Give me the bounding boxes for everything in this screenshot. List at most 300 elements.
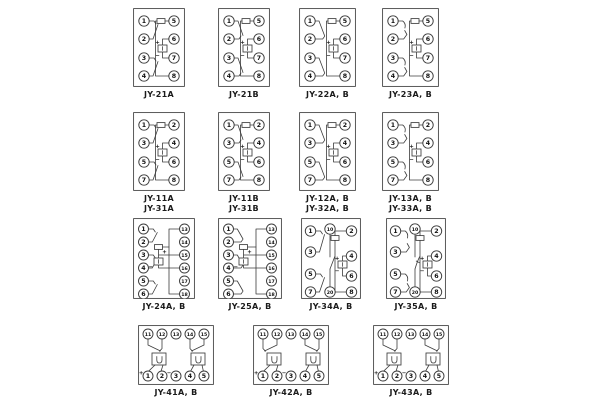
svg-text:18: 18 [268,293,275,299]
terminal-5 [169,16,179,26]
terminal-5 [254,16,264,26]
resistor-icon [242,123,250,128]
polarity-sign: + [138,370,144,377]
svg-text:6: 6 [171,159,177,167]
terminal-2 [392,371,402,381]
diagram-label: JY-11A [143,194,175,203]
svg-text:5: 5 [307,159,313,167]
terminal-2 [157,371,167,381]
polarity-sign: + [326,40,331,46]
polarity-sign: + [409,40,414,46]
polarity-sign: − [326,156,331,163]
svg-text:2: 2 [394,373,400,381]
svg-text:7: 7 [342,55,348,63]
svg-text:15: 15 [200,333,208,339]
terminal-12 [157,329,167,339]
terminal-1 [390,226,400,236]
svg-text:7: 7 [308,289,313,297]
diagram-label: JY-12A, B [305,194,349,203]
svg-text:1: 1 [380,373,386,381]
terminal-5 [224,157,234,167]
terminal-15 [314,329,324,339]
relay-diagram-jy-34a-b [301,218,361,299]
terminal-2 [388,34,398,44]
terminal-10 [410,224,420,234]
diagram-label: JY-23A, B [388,90,432,99]
terminal-2 [139,34,149,44]
svg-text:8: 8 [425,177,431,185]
svg-text:16: 16 [181,267,188,273]
terminal-1 [224,16,234,26]
terminal-6 [139,289,149,299]
diagram-label-group [245,388,337,398]
svg-text:11: 11 [379,333,387,339]
svg-text:1: 1 [141,226,146,234]
terminal-2 [272,371,282,381]
svg-text:15: 15 [268,254,275,260]
svg-text:6: 6 [256,159,262,167]
diagram-label: JY-11B [229,194,259,203]
terminal-4 [388,71,398,81]
terminal-3 [139,53,149,63]
polarity-sign: − [148,264,154,271]
svg-text:1: 1 [390,122,396,130]
svg-text:8: 8 [349,289,354,297]
svg-text:5: 5 [226,159,232,167]
svg-text:6: 6 [349,273,354,281]
svg-text:2: 2 [274,373,280,381]
diagram-canvas-jy-11a-jy-31a [133,112,185,191]
diagram-canvas-jy-42a-b [253,325,329,385]
svg-text:11: 11 [259,333,267,339]
terminal-4 [423,138,433,148]
diagram-label-group [374,90,447,100]
svg-text:13: 13 [287,333,295,339]
terminal-7 [139,175,149,185]
terminal-7 [340,53,350,63]
svg-text:1: 1 [226,18,232,26]
terminal-15 [199,329,209,339]
svg-text:3: 3 [141,55,147,63]
polarity-sign: − [334,268,340,275]
terminal-3 [305,138,315,148]
terminal-18 [180,289,190,299]
svg-text:14: 14 [421,333,429,339]
svg-text:2: 2 [349,228,354,236]
terminal-3 [224,250,234,260]
terminal-14 [300,329,310,339]
terminal-4 [305,71,315,81]
terminal-12 [272,329,282,339]
resistor-icon [157,19,165,24]
terminal-1 [305,120,315,130]
svg-text:11: 11 [144,333,152,339]
diagram-label-group [293,302,369,312]
svg-text:3: 3 [226,252,231,260]
relay-diagram-jy-22a-b [299,8,356,87]
terminal-2 [254,120,264,130]
relay-diagram-jy-23a-b [382,8,439,87]
diagram-label-group [378,302,454,312]
polarity-sign: + [155,144,160,150]
svg-text:4: 4 [226,73,232,81]
svg-text:4: 4 [226,265,231,273]
svg-text:6: 6 [171,36,177,44]
terminal-3 [286,371,296,381]
svg-text:15: 15 [315,333,323,339]
svg-text:1: 1 [141,18,147,26]
diagram-label: JY-24A, B [142,302,186,311]
diagram-canvas-jy-13a-b-jy-33a-b [382,112,439,191]
resistor-icon [416,236,424,241]
polarity-sign: + [162,249,167,256]
terminal-6 [340,157,350,167]
svg-text:4: 4 [256,140,262,148]
diagram-label: JY-22A, B [305,90,349,99]
terminal-7 [224,175,234,185]
terminal-8 [346,287,356,297]
svg-text:4: 4 [434,253,439,261]
svg-text:6: 6 [141,291,146,299]
svg-text:5: 5 [308,271,313,279]
terminal-8 [340,175,350,185]
polarity-sign: − [240,52,245,59]
terminal-7 [305,287,315,297]
polarity-sign: − [233,264,239,271]
resistor-icon [328,19,336,24]
relay-diagram-jy-11b-jy-31b [218,112,270,191]
diagram-label-group [291,90,364,100]
polarity-sign: − [166,370,172,377]
terminal-8 [254,71,264,81]
terminal-3 [224,138,234,148]
terminal-6 [254,157,264,167]
terminal-2 [305,34,315,44]
svg-text:2: 2 [390,36,396,44]
svg-text:1: 1 [307,18,313,26]
terminal-17 [180,276,190,286]
svg-text:8: 8 [256,73,262,81]
polarity-sign: − [401,370,407,377]
terminal-3 [139,250,149,260]
diagram-label-group [374,194,447,214]
polarity-sign: − [240,156,245,163]
terminal-5 [139,157,149,167]
svg-text:2: 2 [171,122,177,130]
svg-text:3: 3 [288,373,294,381]
svg-text:3: 3 [390,55,396,63]
terminal-8 [340,71,350,81]
svg-text:1: 1 [393,228,398,236]
terminal-5 [388,157,398,167]
svg-text:1: 1 [307,122,313,130]
terminal-2 [340,120,350,130]
relay-diagram-jy-21a [133,8,185,87]
terminal-7 [169,53,179,63]
terminal-7 [254,53,264,63]
svg-text:2: 2 [226,36,232,44]
resistor-icon [411,19,419,24]
svg-text:13: 13 [268,228,275,234]
terminal-1 [139,224,149,234]
terminal-15 [180,250,190,260]
diagram-label: JY-33A, B [388,204,432,213]
svg-text:2: 2 [226,239,231,247]
polarity-sign: − [155,156,160,163]
svg-text:4: 4 [425,140,431,148]
diagram-label: JY-21A [143,90,175,99]
terminal-6 [423,34,433,44]
resistor-icon [411,123,419,128]
terminal-2 [224,237,234,247]
terminal-8 [169,175,179,185]
terminal-5 [314,371,324,381]
svg-text:6: 6 [256,36,262,44]
diagram-canvas-jy-25a-b [218,218,282,299]
terminal-13 [180,224,190,234]
diagram-label: JY-25A, B [228,302,272,311]
terminal-1 [224,224,234,234]
diagram-label-group [291,194,364,214]
relay-diagram-jy-24a-b [133,218,195,299]
terminal-2 [139,237,149,247]
terminal-1 [388,16,398,26]
terminal-4 [300,371,310,381]
polarity-sign: − [281,370,287,377]
svg-text:7: 7 [307,177,313,185]
terminal-1 [305,16,315,26]
terminal-4 [346,251,356,261]
polarity-sign: − [419,268,425,275]
terminal-17 [267,276,277,286]
terminal-11 [258,329,268,339]
terminal-20 [410,287,420,297]
svg-text:2: 2 [307,36,313,44]
terminal-20 [325,287,335,297]
relay-diagram-jy-35a-b [386,218,446,299]
svg-text:7: 7 [171,55,177,63]
svg-text:5: 5 [226,278,231,286]
terminal-1 [143,371,153,381]
svg-text:3: 3 [226,55,232,63]
terminal-13 [286,329,296,339]
terminal-1 [305,226,315,236]
svg-text:8: 8 [256,177,262,185]
diagram-canvas-jy-35a-b [386,218,446,299]
svg-text:10: 10 [411,228,419,234]
terminal-8 [423,175,433,185]
svg-text:8: 8 [425,73,431,81]
terminal-1 [224,120,234,130]
svg-text:1: 1 [390,18,396,26]
terminal-5 [305,157,315,167]
diagram-label: JY-13A, B [388,194,432,203]
svg-text:5: 5 [316,373,322,381]
svg-text:12: 12 [273,333,281,339]
svg-text:3: 3 [141,252,146,260]
svg-text:4: 4 [302,373,308,381]
diagram-label-group [125,302,203,312]
svg-text:13: 13 [172,333,180,339]
terminal-16 [267,263,277,273]
diagram-canvas-jy-21b [218,8,270,87]
diagram-label: JY-41A, B [154,388,198,397]
terminal-5 [340,16,350,26]
svg-text:5: 5 [141,159,147,167]
svg-text:2: 2 [141,36,147,44]
svg-text:20: 20 [411,291,419,297]
diagram-canvas-jy-22a-b [299,8,356,87]
diagram-label: JY-35A, B [394,302,438,311]
svg-text:5: 5 [393,271,398,279]
svg-text:20: 20 [326,291,334,297]
terminal-10 [325,224,335,234]
svg-text:3: 3 [307,140,313,148]
terminal-8 [423,71,433,81]
terminal-6 [169,157,179,167]
svg-text:4: 4 [141,73,147,81]
diagram-label-group [125,194,193,214]
svg-text:10: 10 [326,228,334,234]
svg-text:6: 6 [342,159,348,167]
relay-diagram-jy-42a-b [253,325,329,385]
diagram-label-group [210,302,290,312]
svg-text:4: 4 [390,73,396,81]
svg-text:7: 7 [393,289,398,297]
diagram-label: JY-21B [229,90,259,99]
svg-text:1: 1 [145,373,151,381]
terminal-5 [390,269,400,279]
polarity-sign: + [247,249,252,256]
terminal-3 [139,138,149,148]
svg-text:4: 4 [141,265,146,273]
relay-diagram-jy-13a-b-jy-33a-b [382,112,439,191]
svg-text:16: 16 [268,267,275,273]
svg-text:6: 6 [425,36,431,44]
terminal-4 [340,138,350,148]
terminal-7 [423,53,433,63]
svg-text:1: 1 [308,228,313,236]
diagram-label: JY-43A, B [389,388,433,397]
terminal-4 [254,138,264,148]
terminal-6 [224,289,234,299]
diagram-canvas-jy-43a-b [373,325,449,385]
svg-text:8: 8 [434,289,439,297]
svg-text:7: 7 [390,177,396,185]
terminal-4 [420,371,430,381]
svg-text:1: 1 [141,122,147,130]
svg-text:17: 17 [181,280,188,286]
terminal-12 [392,329,402,339]
svg-text:13: 13 [181,228,188,234]
terminal-5 [423,16,433,26]
terminal-2 [224,34,234,44]
diagram-canvas-jy-11b-jy-31b [218,112,270,191]
svg-text:14: 14 [301,333,309,339]
terminal-8 [254,175,264,185]
svg-text:14: 14 [268,241,275,247]
svg-text:2: 2 [256,122,262,130]
terminal-6 [340,34,350,44]
svg-text:1: 1 [226,226,231,234]
terminal-7 [388,175,398,185]
terminal-1 [139,120,149,130]
polarity-sign: − [409,52,414,59]
diagram-canvas-jy-41a-b [138,325,214,385]
svg-text:3: 3 [393,249,398,257]
svg-text:14: 14 [186,333,194,339]
svg-text:2: 2 [342,122,348,130]
resistor-icon [331,236,339,241]
terminal-3 [171,371,181,381]
terminal-2 [169,120,179,130]
relay-diagram-jy-21b [218,8,270,87]
terminal-5 [199,371,209,381]
terminal-14 [185,329,195,339]
polarity-sign: + [326,144,331,150]
terminal-3 [388,138,398,148]
terminal-2 [423,120,433,130]
terminal-4 [139,263,149,273]
diagram-label-group [125,90,193,100]
terminal-3 [224,53,234,63]
svg-text:1: 1 [226,122,232,130]
svg-text:14: 14 [181,241,188,247]
relay-diagram-jy-11a-jy-31a [133,112,185,191]
svg-text:5: 5 [141,278,146,286]
polarity-sign: − [326,52,331,59]
polarity-sign: − [409,156,414,163]
svg-text:3: 3 [141,140,147,148]
polarity-sign: + [240,144,245,150]
terminal-14 [180,237,190,247]
svg-text:12: 12 [158,333,166,339]
terminal-6 [431,271,441,281]
diagram-label-group [210,90,278,100]
terminal-5 [224,276,234,286]
svg-text:6: 6 [425,159,431,167]
diagram-label-group [365,388,457,398]
svg-text:5: 5 [390,159,396,167]
svg-text:4: 4 [422,373,428,381]
terminal-15 [434,329,444,339]
terminal-1 [378,371,388,381]
terminal-13 [171,329,181,339]
terminal-3 [388,53,398,63]
terminal-4 [185,371,195,381]
svg-text:5: 5 [201,373,207,381]
relay-diagram-jy-41a-b [138,325,214,385]
diagram-label: JY-42A, B [269,388,313,397]
terminal-14 [267,237,277,247]
terminal-16 [180,263,190,273]
terminal-8 [431,287,441,297]
svg-text:8: 8 [171,177,177,185]
resistor-icon [157,123,165,128]
relay-diagram-jy-12a-b-jy-32a-b [299,112,356,191]
terminal-7 [305,175,315,185]
svg-text:4: 4 [187,373,193,381]
svg-text:2: 2 [425,122,431,130]
diagram-label: JY-34A, B [309,302,353,311]
svg-text:7: 7 [256,55,262,63]
polarity-sign: + [155,40,160,46]
svg-text:1: 1 [260,373,266,381]
svg-text:5: 5 [171,18,177,26]
terminal-5 [434,371,444,381]
svg-text:3: 3 [390,140,396,148]
terminal-4 [224,71,234,81]
